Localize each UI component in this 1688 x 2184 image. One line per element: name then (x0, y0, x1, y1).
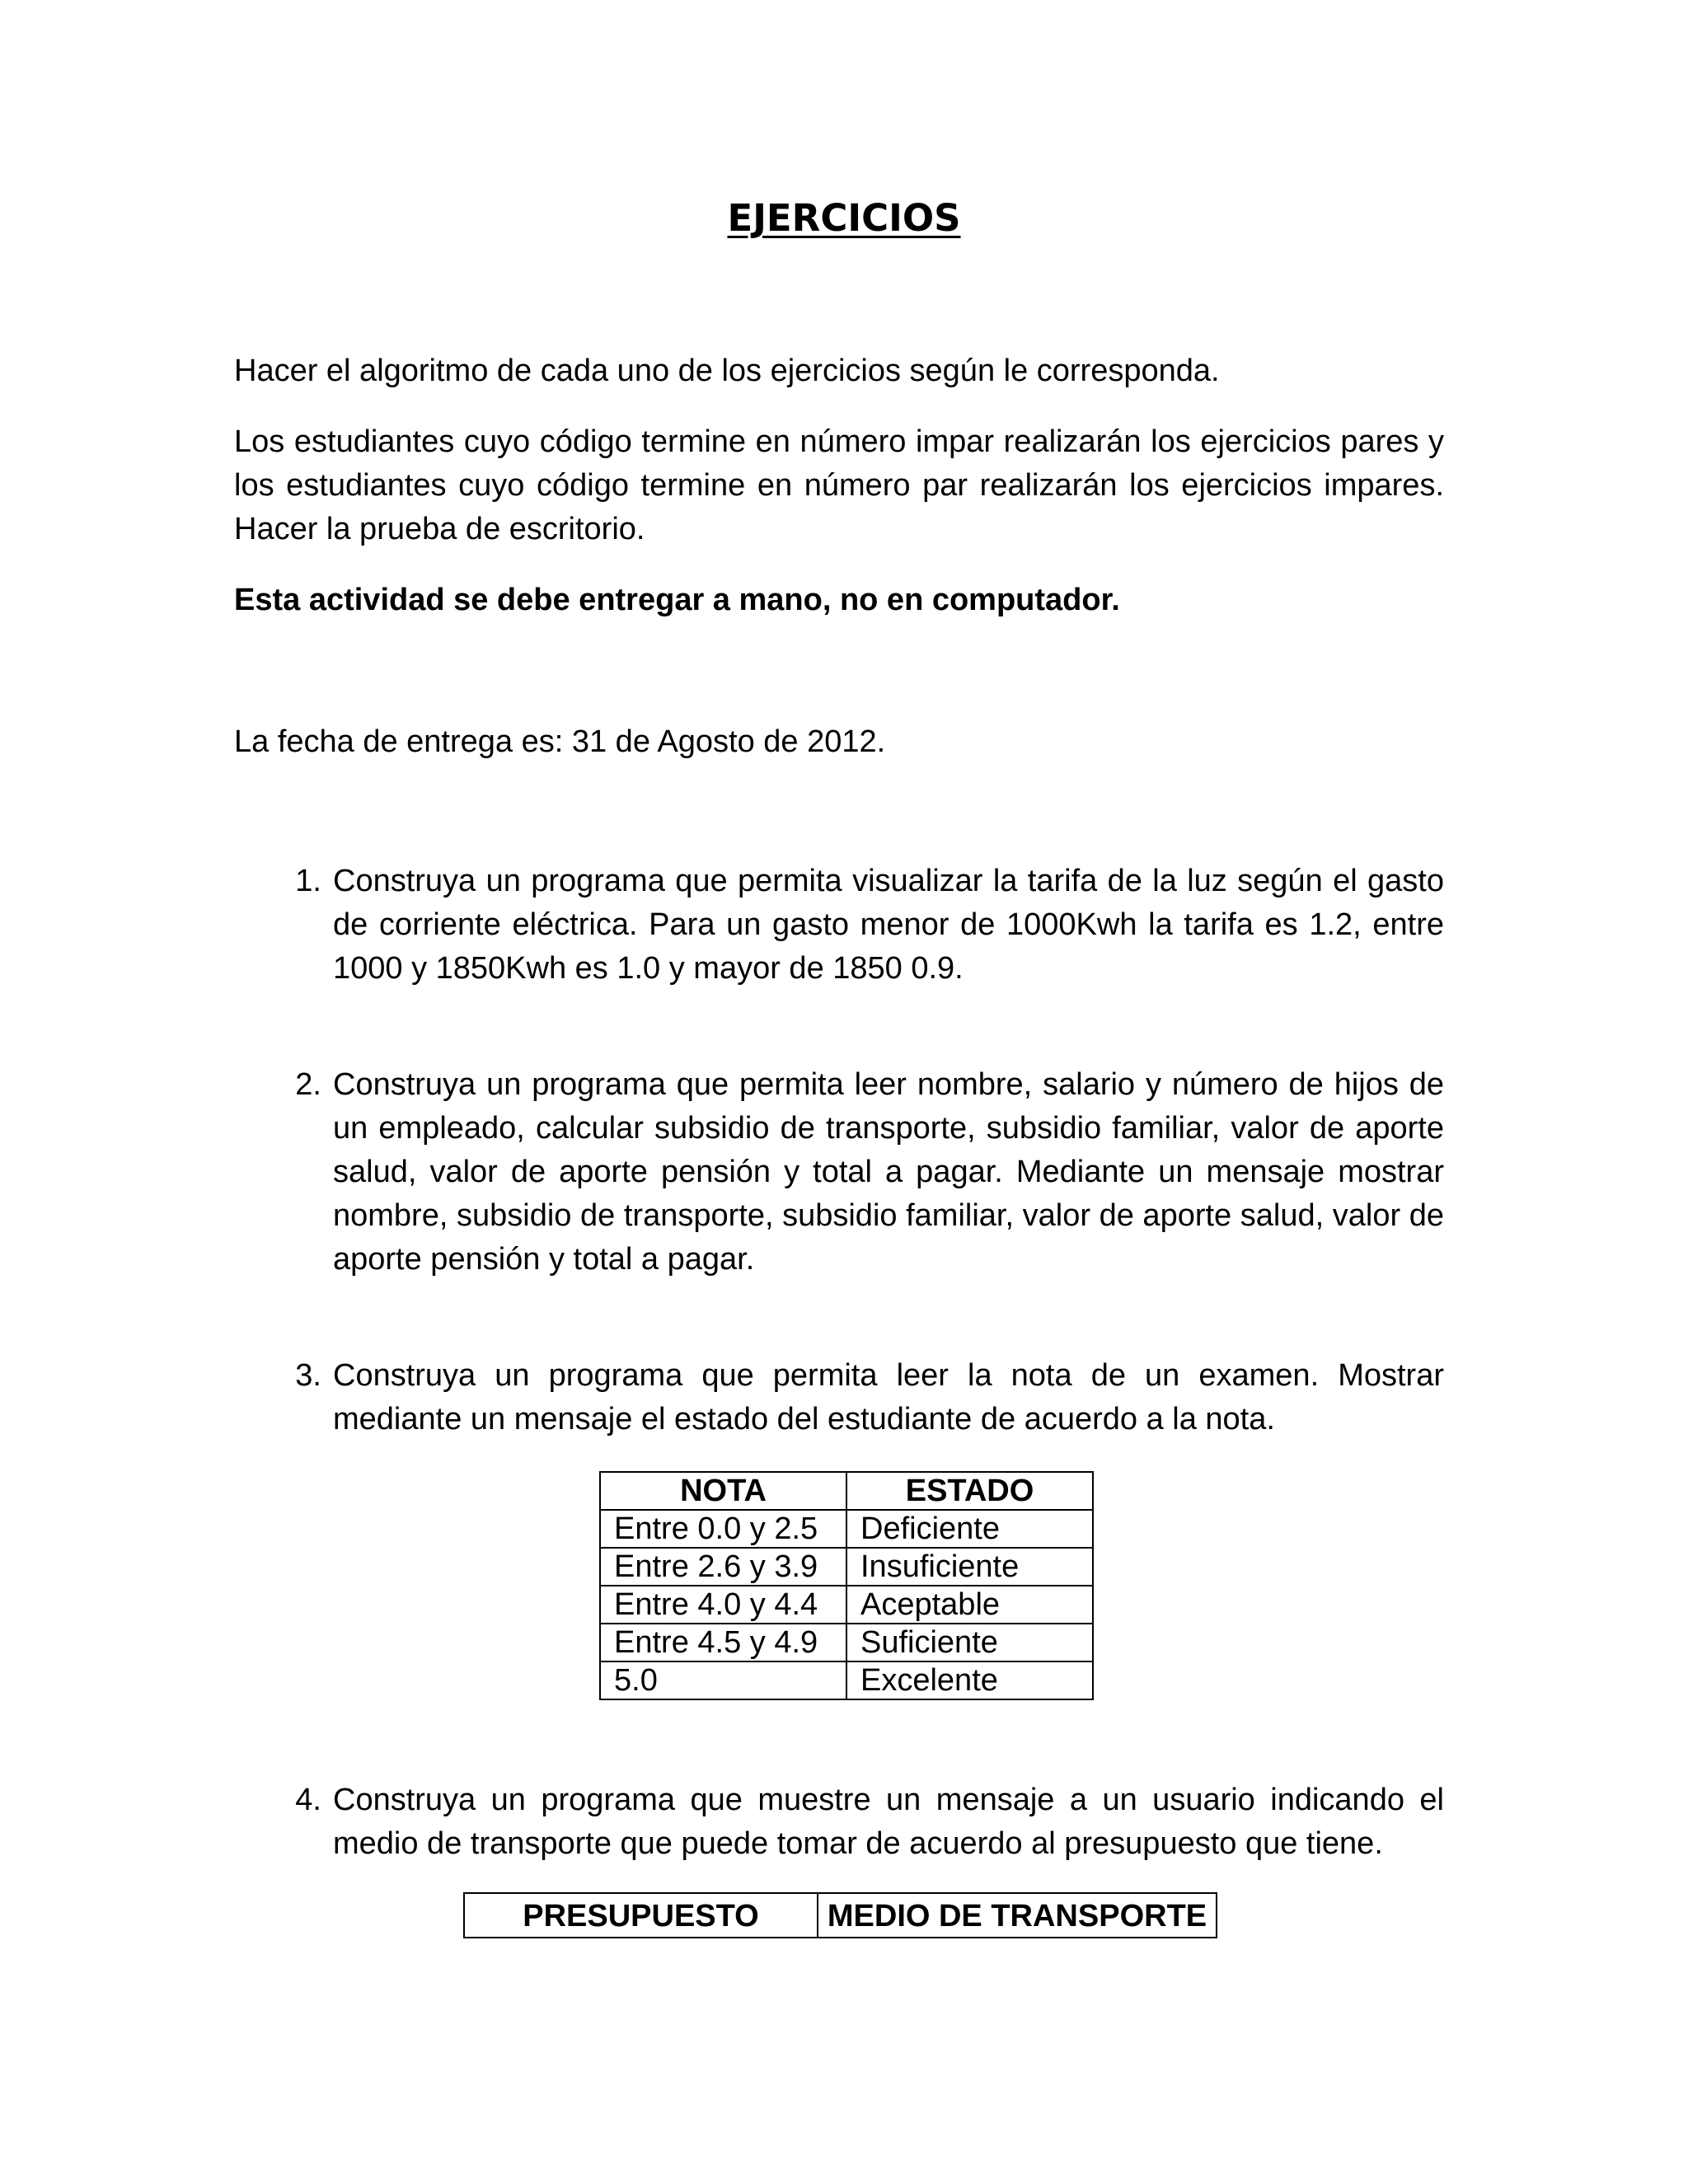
table-cell: Deficiente (846, 1510, 1093, 1548)
parity-rule-paragraph: Los estudiantes cuyo código termine en número impar realizarán los ejercicios pares y los estudiantes cuyo código termine en número par realizarán los ejercicios impares. Hacer la prueba de escritorio. (234, 424, 1444, 546)
table-cell: Entre 2.6 y 3.9 (600, 1548, 846, 1586)
table-row (600, 1624, 1093, 1661)
table-row (600, 1661, 1093, 1699)
exercise-text: Construya un programa que permita visualizar la tarifa de la luz según el gasto de corriente eléctrica. Para un gasto menor de 1000Kwh la tarifa es 1.2, entre 1000 y 1850Kwh es 1.0 y mayor de 1850 0.9. (333, 864, 1444, 986)
instructions-paragraph: Hacer el algoritmo de cada uno de los ejercicios según le corresponda. (234, 354, 1220, 388)
exercise-text: Construya un programa que permita leer nombre, salario y número de hijos de un empleado, calcular subsidio de transporte, subsidio familiar, valor de aporte salud, valor de aporte pensión y total a pagar. Mediante un mensaje mostrar nombre, subsidio de transporte, subsidio familiar, valor de aporte salud, valor de aporte pensión y total a pagar. (333, 1067, 1444, 1277)
column-header-nota: NOTA (600, 1472, 846, 1510)
table-header-row (464, 1893, 1217, 1938)
exercise-2 (295, 1063, 1444, 1282)
due-date-paragraph: La fecha de entrega es: 31 de Agosto de 2012. (234, 724, 886, 759)
table-header-row (600, 1472, 1093, 1510)
table-row (600, 1548, 1093, 1586)
table-cell: Suficiente (846, 1624, 1093, 1661)
table-cell: Entre 4.5 y 4.9 (600, 1624, 846, 1661)
exercise-4 (295, 1779, 1444, 1866)
grades-table (599, 1471, 1094, 1700)
exercise-text: Construya un programa que muestre un mensaje a un usuario indicando el medio de transporte que puede tomar de acuerdo al presupuesto que tiene. (333, 1783, 1444, 1861)
table-cell: Insuficiente (846, 1548, 1093, 1586)
column-header-estado: ESTADO (846, 1472, 1093, 1510)
exercise-number: 4. (295, 1783, 321, 1817)
page-title: EJERCICIOS (727, 196, 961, 240)
table-cell: 5.0 (600, 1661, 846, 1699)
table-cell: Entre 4.0 y 4.4 (600, 1586, 846, 1624)
column-header-medio-transporte: MEDIO DE TRANSPORTE (818, 1893, 1217, 1938)
table-cell: Excelente (846, 1661, 1093, 1699)
exercise-number: 2. (295, 1067, 321, 1102)
table-row (600, 1586, 1093, 1624)
delivery-note: Esta actividad se debe entregar a mano, no en computador. (234, 583, 1120, 617)
table-row (600, 1510, 1093, 1548)
exercise-number: 3. (295, 1358, 321, 1393)
transport-table (463, 1892, 1217, 1938)
exercise-text: Construya un programa que permita leer la nota de un examen. Mostrar mediante un mensaje el estado del estudiante de acuerdo a la nota. (333, 1358, 1444, 1436)
table-cell: Aceptable (846, 1586, 1093, 1624)
exercise-number: 1. (295, 864, 321, 898)
table-cell: Entre 0.0 y 2.5 (600, 1510, 846, 1548)
exercise-1 (295, 860, 1444, 991)
exercise-3 (295, 1354, 1444, 1441)
column-header-presupuesto: PRESUPUESTO (464, 1893, 818, 1938)
